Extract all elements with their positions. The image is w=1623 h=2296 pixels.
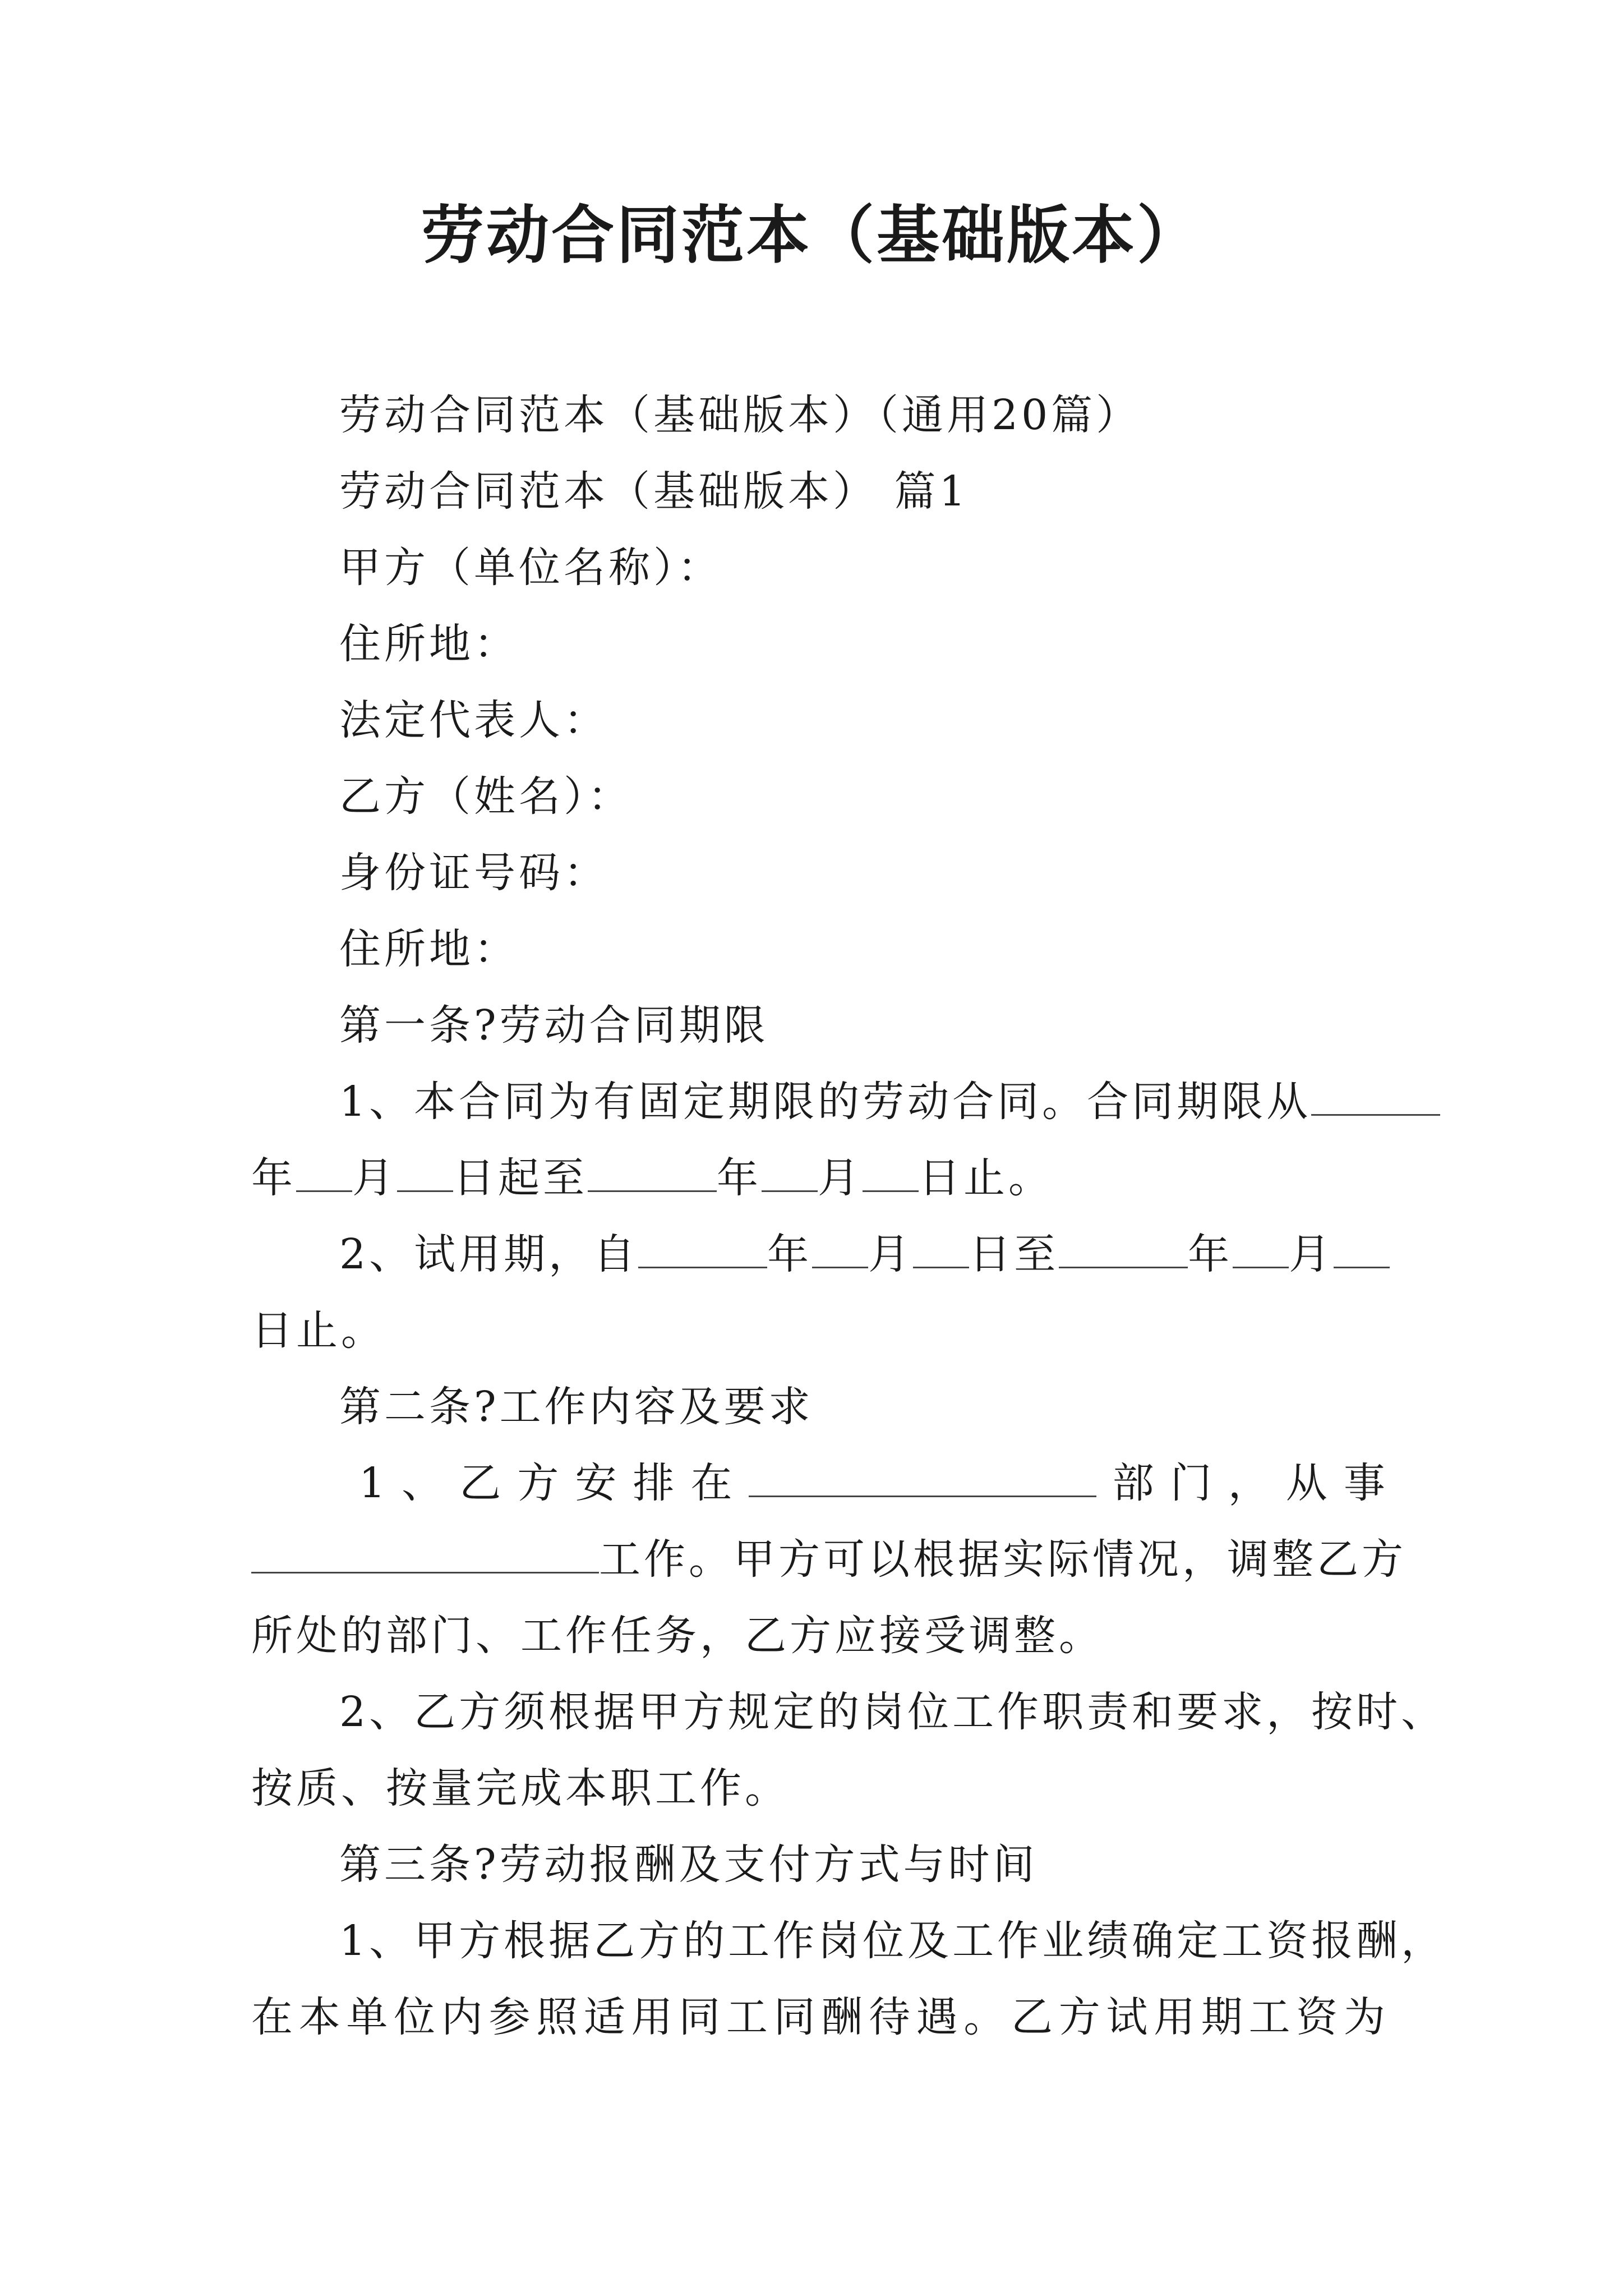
char: 、	[402, 1459, 444, 1507]
char: 1	[359, 1459, 386, 1507]
year-label: 年	[767, 1230, 813, 1278]
party-b-label: 乙方（姓名）：	[339, 772, 633, 821]
blank-day	[397, 1150, 453, 1192]
blank-year	[1311, 1074, 1440, 1116]
char: 门	[1170, 1459, 1212, 1507]
clause2-p2-line1: 2、乙方须根据甲方规定的岗位工作职责和要求，按时、	[339, 1688, 1446, 1736]
char: 工	[726, 1993, 768, 2041]
blank-year	[1059, 1226, 1188, 1268]
char: 工	[1248, 1993, 1290, 2041]
year-label: 年	[1188, 1230, 1233, 1278]
char: 内	[441, 1993, 483, 2041]
char: 试	[1106, 1993, 1148, 2041]
clause1-heading: 第一条?劳动合同期限	[339, 1001, 769, 1050]
clause1-p2-line1	[339, 1226, 1390, 1282]
day-end-label: 日止。	[919, 1154, 1053, 1202]
clause2-p1-line1	[359, 1455, 1385, 1511]
char: 单	[346, 1993, 388, 2041]
blank-job	[251, 1531, 599, 1573]
char: 期	[1201, 1993, 1243, 2041]
clause1-p2-line2: 日止。	[251, 1306, 386, 1355]
char: 资	[1296, 1993, 1338, 2041]
month-label: 月	[868, 1230, 914, 1278]
char: 事	[1343, 1459, 1385, 1507]
char: 为	[1343, 1993, 1385, 2041]
day-to-label: 日至	[969, 1230, 1059, 1278]
party-a-label: 甲方（单位名称）：	[339, 544, 722, 592]
clause2-p1-line3: 所处的部门、工作任务，乙方应接受调整。	[251, 1612, 1104, 1660]
char: 乙	[1011, 1993, 1053, 2041]
char: 从	[1285, 1459, 1327, 1507]
char: 用	[1154, 1993, 1196, 2041]
char: 排	[633, 1459, 675, 1507]
month-label: 月	[818, 1154, 863, 1202]
clause1-p1-line1	[339, 1074, 1440, 1130]
char: 遇	[916, 1993, 958, 2041]
legal-rep-label: 法定代表人：	[339, 696, 608, 744]
char: 位	[394, 1993, 436, 2041]
char: 同	[679, 1993, 721, 2041]
year-label: 年	[717, 1154, 762, 1202]
blank-day	[863, 1150, 919, 1192]
clause1-p2-text: 2、试用期，自	[339, 1230, 639, 1278]
char: 在	[251, 1993, 293, 2041]
char: 用	[631, 1993, 673, 2041]
clause3-p1-line2	[251, 1989, 1385, 2045]
char: 方	[1058, 1993, 1100, 2041]
char: 在	[690, 1459, 732, 1507]
blank-year	[638, 1226, 767, 1268]
clause3-p1-line1: 1、甲方根据乙方的工作岗位及工作业绩确定工资报酬，	[339, 1917, 1446, 1965]
char: 。	[963, 1993, 1006, 2041]
char: 参	[488, 1993, 531, 2041]
char: 本	[298, 1993, 340, 2041]
clause2-p2-line2: 按质、按量完成本职工作。	[251, 1764, 790, 1812]
char: 部	[1112, 1459, 1154, 1507]
char: 酬	[821, 1993, 863, 2041]
char: ，	[1228, 1459, 1270, 1507]
char: 适	[583, 1993, 625, 2041]
subtitle: 劳动合同范本（基础版本）（通用20篇）	[339, 391, 1141, 439]
clause2-p1-line2	[251, 1531, 1407, 1588]
clause2-p1-line2-text: 工作。甲方可以根据实际情况，调整乙方	[599, 1535, 1407, 1584]
char: 乙	[459, 1459, 501, 1507]
month-label: 月	[352, 1154, 397, 1202]
clause2-heading: 第二条?工作内容及要求	[339, 1383, 814, 1431]
blank-month	[296, 1150, 352, 1192]
id-number-label: 身份证号码：	[339, 849, 608, 897]
clause3-heading: 第三条?劳动报酬及支付方式与时间	[339, 1841, 1038, 1889]
month-label: 月	[1289, 1230, 1334, 1278]
blank-month	[1233, 1226, 1289, 1268]
blank-month	[762, 1150, 818, 1192]
address-b-label: 住所地：	[339, 925, 519, 973]
document-title: 劳动合同范本（基础版本）	[421, 199, 1202, 272]
article-heading: 劳动合同范本（基础版本） 篇1	[339, 467, 969, 516]
blank-department	[749, 1455, 1096, 1497]
clause1-p1-line2	[251, 1150, 1053, 1206]
char: 照	[536, 1993, 578, 2041]
clause1-p1-text: 1、本合同为有固定期限的劳动合同。合同期限从	[339, 1078, 1312, 1126]
year-label: 年	[251, 1154, 296, 1202]
char: 同	[773, 1993, 815, 2041]
blank-month	[812, 1226, 868, 1268]
blank-year	[588, 1150, 717, 1192]
char: 安	[575, 1459, 617, 1507]
blank-day	[913, 1226, 969, 1268]
char: 待	[868, 1993, 910, 2041]
blank-day	[1334, 1226, 1390, 1268]
day-from-label: 日起至	[453, 1154, 588, 1202]
char: 方	[517, 1459, 559, 1507]
address-a-label: 住所地：	[339, 620, 519, 668]
